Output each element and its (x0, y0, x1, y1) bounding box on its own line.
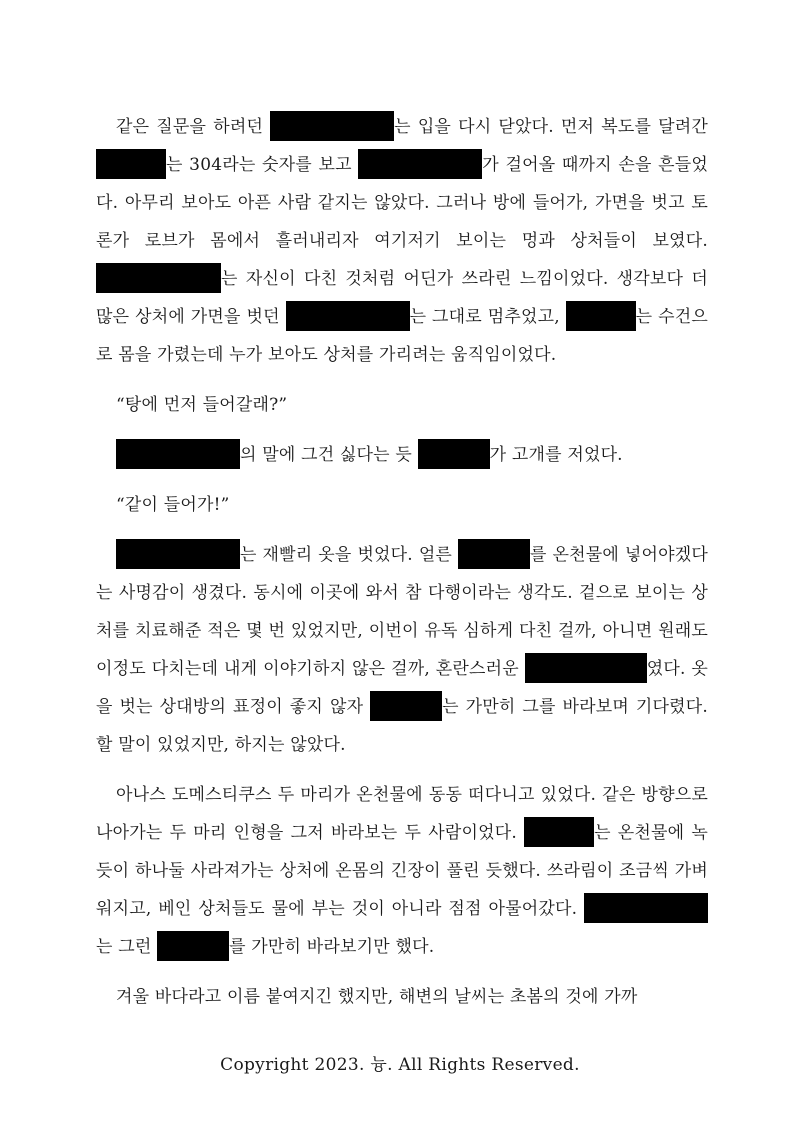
redaction-bar (418, 439, 490, 469)
paragraph-3 (96, 436, 708, 474)
text-segment: 는 304라는 숫자를 보고 (166, 155, 359, 175)
paragraph-6 (96, 776, 708, 966)
redaction-bar (116, 439, 240, 469)
text-segment: 를 온천물에 넣어야겠다는 사명감이 생겼다. 동시에 이곳에 와서 참 다행이라는 생각도. 겉으로 보이는 상처를 치료해준 적은 몇 번 있었지만, 이번이 유독 심하게 다친 걸까, 아니면 원래도 이정도 다치는데 내게 이야기하지 않은 걸까, 혼란스러운 (96, 545, 708, 679)
text-segment: 겨울 바다라고 이름 붙여지긴 했지만, 해변의 날씨는 초봄의 것에 가까 (116, 987, 638, 1007)
paragraph-4 (96, 486, 708, 524)
copyright-footer: Copyright 2023. 늉. All Rights Reserved. (220, 1055, 580, 1075)
redaction-bar (458, 539, 530, 569)
dialogue-line: “탕에 먼저 들어갈래?” (116, 395, 288, 415)
redaction-bar (157, 931, 229, 961)
redaction-bar (524, 817, 594, 847)
redaction-bar (96, 149, 166, 179)
document-body (96, 108, 708, 1028)
text-segment: 는 그런 (96, 937, 158, 957)
redaction-bar (525, 653, 647, 683)
text-segment: 가 고개를 저었다. (489, 445, 623, 465)
text-segment: 가 걸어올 때까지 손을 흔들었다. 아무리 보아도 아픈 사람 같지는 않았다. 그러나 방에 들어가, 가면을 벗고 토론가 로브가 몸에서 흘러내리자 여기저기 보이는 멍과 상처들이 보였다. (96, 155, 708, 251)
text-segment: 는 입을 다시 닫았다. 먼저 복도를 달려간 (394, 117, 708, 137)
text-segment: 는 온천물에 녹듯이 하나둘 사라져가는 상처에 온몸의 긴장이 풀린 듯했다. 쓰라림이 조금씩 가벼워지고, 베인 상처들도 물에 부는 것이 아니라 점점 아물어갔다. (96, 823, 708, 919)
redaction-bar (270, 111, 394, 141)
text-segment: 는 가만히 그를 바라보며 기다렸다. 할 말이 있었지만, 하지는 않았다. (96, 697, 708, 755)
text-segment: 를 가만히 바라보기만 했다. (229, 937, 435, 957)
text-segment: 같은 질문을 하려던 (116, 117, 271, 137)
redaction-bar (116, 539, 240, 569)
paragraph-1 (96, 108, 708, 374)
text-segment: 였다. 옷을 벗는 상대방의 표정이 좋지 않자 (96, 659, 708, 717)
paragraph-5 (96, 536, 708, 764)
dialogue-line: “같이 들어가!” (116, 495, 230, 515)
text-segment: 아나스 도메스티쿠스 두 마리가 온천물에 동동 떠다니고 있었다. 같은 방향으로 나아가는 두 마리 인형을 그저 바라보는 두 사람이었다. (96, 785, 708, 843)
redaction-bar (566, 301, 636, 331)
paragraph-2 (96, 386, 708, 424)
paragraph-7 (96, 978, 708, 1016)
text-segment: 는 수건으로 몸을 가렸는데 누가 보아도 상처를 가리려는 움직임이었다. (96, 307, 708, 365)
redaction-bar (584, 893, 708, 923)
redaction-bar (96, 263, 221, 293)
redaction-bar (370, 691, 442, 721)
redaction-bar (358, 149, 482, 179)
text-segment: 는 재빨리 옷을 벗었다. 얼른 (240, 545, 458, 565)
text-segment: 는 그대로 멈추었고, (409, 307, 566, 327)
text-segment: 의 말에 그건 싫다는 듯 (240, 445, 418, 465)
text-segment: 는 자신이 다친 것처럼 어딘가 쓰라린 느낌이었다. 생각보다 더 많은 상처에 가면을 벗던 (96, 269, 708, 327)
redaction-bar (286, 301, 410, 331)
